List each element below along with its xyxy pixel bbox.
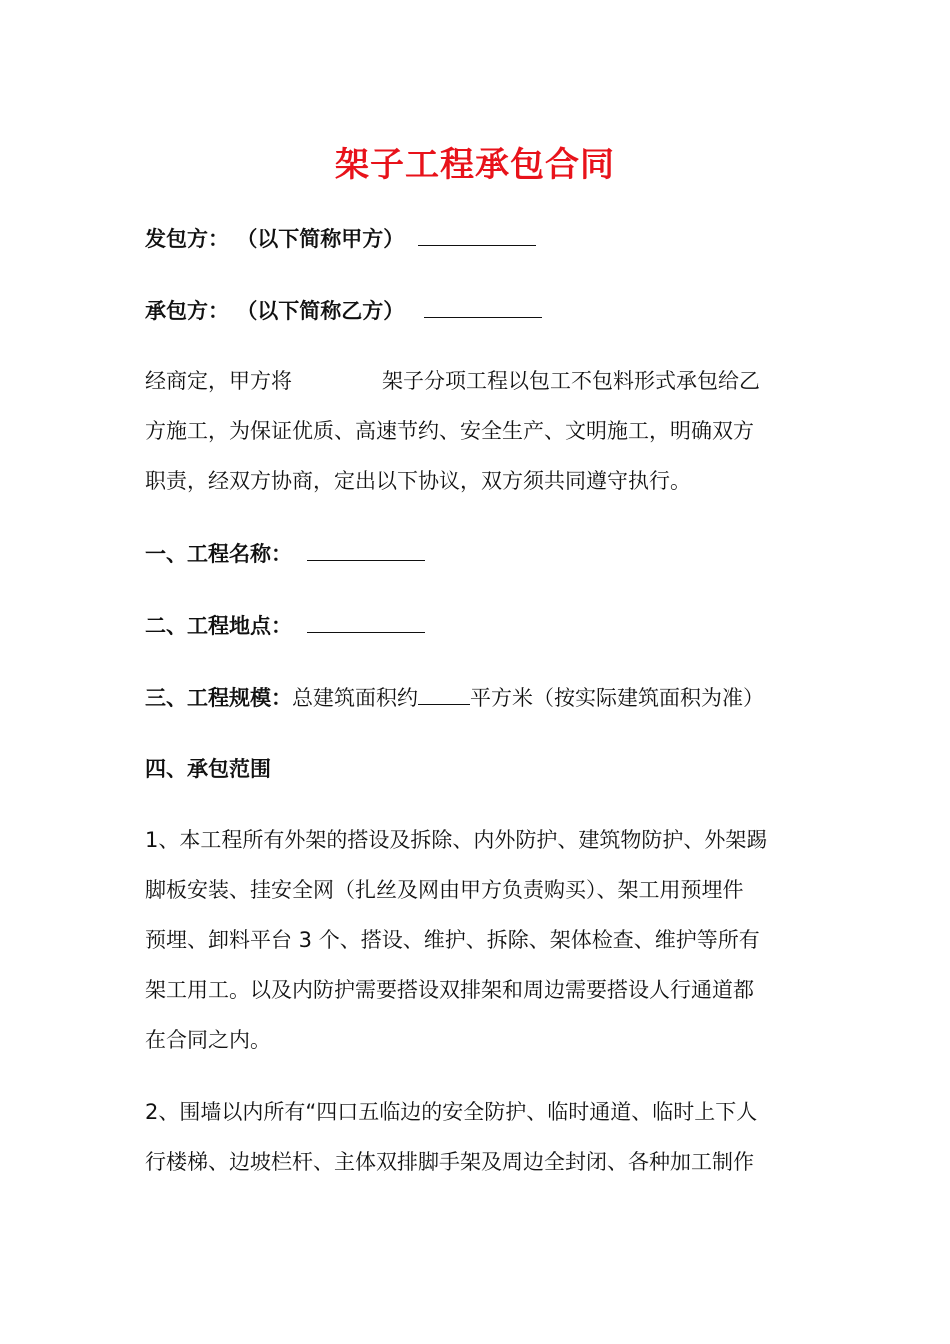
section-1-blank: [307, 536, 425, 561]
section-4-heading: 四、承包范围: [145, 757, 271, 781]
section-3-line: [145, 680, 825, 715]
intro-line-2: 方施工，为保证优质、高速节约、安全生产、文明施工，明确双方: [145, 419, 754, 443]
item-1-line: 在合同之内。: [145, 1028, 271, 1052]
section-1-line: [145, 536, 825, 571]
document-title: 架子工程承包合同: [335, 145, 615, 185]
section-3-blank: [418, 680, 470, 705]
intro-line-3: 职责，经双方协商，定出以下协议，双方须共同遵守执行。: [145, 469, 691, 493]
section-4-item-1: [145, 815, 825, 1065]
section-3-label: 三、工程规模：: [145, 686, 292, 710]
intro-line-1-part-2: 架子分项工程以包工不包料形式承包给乙: [382, 369, 760, 393]
section-2-blank: [307, 608, 425, 633]
party-b-blank: [424, 293, 542, 318]
section-3-text-after: 平方米（按实际建筑面积为准）: [470, 686, 764, 710]
intro-line-1: [145, 356, 825, 406]
party-b-note: （以下简称乙方）: [236, 299, 405, 323]
party-a-blank: [418, 221, 536, 246]
party-b-line: [145, 293, 825, 328]
section-2-label: 二、工程地点：: [145, 614, 292, 638]
section-1-label: 一、工程名称：: [145, 542, 292, 566]
item-2-line: 行楼梯、边坡栏杆、主体双排脚手架及周边全封闭、各种加工制作: [145, 1150, 754, 1174]
section-3-text-before: 总建筑面积约: [292, 686, 418, 710]
item-1-line: 架工用工。以及内防护需要搭设双排架和周边需要搭设人行通道都: [145, 978, 754, 1002]
party-b-label: 承包方：: [145, 299, 229, 323]
intro-line-1-part-1: 经商定，甲方将: [145, 369, 292, 393]
item-1-line: 脚板安装、挂安全网（扎丝及网由甲方负责购买）、架工用预埋件: [145, 878, 744, 902]
section-2-line: [145, 608, 825, 643]
item-2-line: 2、围墙以内所有“四口五临边的安全防护、临时通道、临时上下人: [145, 1100, 758, 1124]
item-1-line: 1、本工程所有外架的搭设及拆除、内外防护、建筑物防护、外架踢: [145, 828, 768, 852]
party-a-line: [145, 221, 825, 256]
party-a-label: 发包方：: [145, 227, 229, 251]
item-1-line: 预埋、卸料平台 3 个、搭设、维护、拆除、架体检查、维护等所有: [145, 928, 760, 952]
party-a-note: （以下简称甲方）: [236, 227, 405, 251]
section-4-item-2: [145, 1087, 825, 1187]
intro-paragraph: [145, 356, 825, 506]
